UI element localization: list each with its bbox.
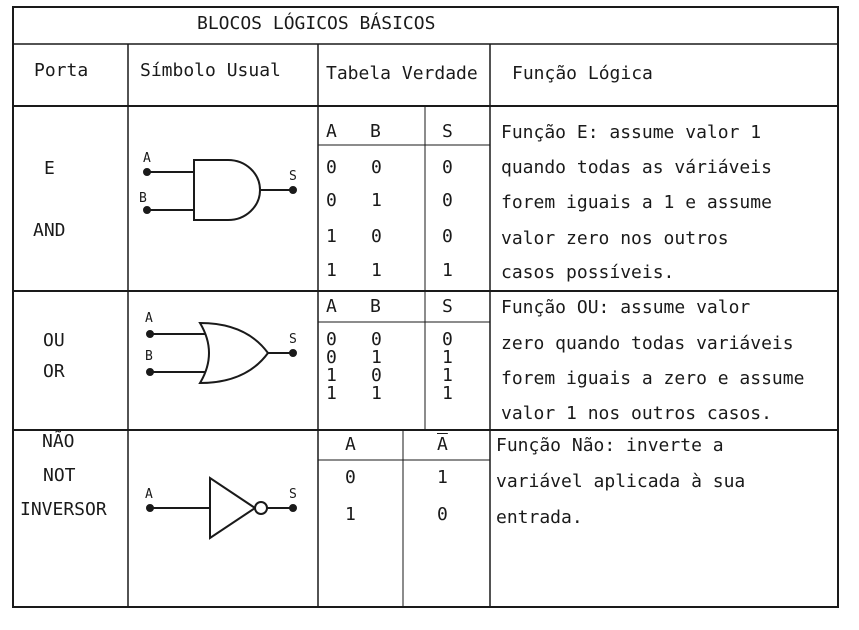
- truth-cell: 1: [371, 347, 382, 368]
- pin-label-a: A: [145, 311, 153, 326]
- pin-label-a: A: [145, 487, 153, 502]
- truth-header-s: S: [442, 121, 453, 142]
- pin-label-s: S: [289, 332, 297, 347]
- header-porta: Porta: [34, 60, 89, 81]
- truth-cell: 0: [442, 226, 453, 247]
- truth-cell: 0: [345, 467, 356, 488]
- pin-label-s: S: [289, 169, 297, 184]
- truth-cell: 0: [371, 365, 382, 386]
- pin-label-b: B: [145, 349, 153, 364]
- truth-header-a: A: [345, 434, 356, 455]
- pin-label-s: S: [289, 487, 297, 502]
- truth-header-b: B: [370, 121, 381, 142]
- pin-label-b: B: [139, 191, 147, 206]
- not-gate-icon: [147, 478, 296, 538]
- truth-cell: 0: [326, 157, 337, 178]
- function-text-or: zero quando todas variáveis: [501, 333, 794, 354]
- truth-cell: 0: [437, 504, 448, 525]
- function-text-or: valor 1 nos outros casos.: [501, 403, 772, 424]
- truth-cell: 0: [371, 226, 382, 247]
- truth-cell: 0: [371, 329, 382, 350]
- porta-not-alt: INVERSOR: [20, 499, 107, 520]
- truth-cell: 0: [371, 157, 382, 178]
- truth-header-a: A: [326, 296, 337, 317]
- truth-cell: 0: [442, 190, 453, 211]
- header-simbolo: Símbolo Usual: [140, 60, 281, 81]
- truth-cell: 1: [371, 260, 382, 281]
- truth-cell: 0: [442, 157, 453, 178]
- function-text-and: quando todas as váriáveis: [501, 157, 772, 178]
- truth-cell: 1: [345, 504, 356, 525]
- truth-cell: 0: [326, 347, 337, 368]
- truth-cell: 1: [442, 383, 453, 404]
- truth-header-s: S: [442, 296, 453, 317]
- truth-cell: 1: [326, 260, 337, 281]
- header-tabela: Tabela Verdade: [326, 63, 478, 84]
- function-text-and: forem iguais a 1 e assume: [501, 192, 772, 213]
- or-gate-icon: [147, 323, 296, 383]
- function-text-not: variável aplicada à sua: [496, 471, 746, 492]
- truth-cell: 0: [326, 190, 337, 211]
- truth-cell: 1: [326, 365, 337, 386]
- truth-cell: 1: [442, 260, 453, 281]
- function-text-or: forem iguais a zero e assume: [501, 368, 805, 389]
- truth-header-a: A: [326, 121, 337, 142]
- truth-header-b: B: [370, 296, 381, 317]
- pin-label-a: A: [143, 151, 151, 166]
- header-funcao: Função Lógica: [512, 63, 653, 84]
- truth-header-a-bar: $\overline{A}$: [437, 434, 448, 455]
- truth-cell: 1: [442, 365, 453, 386]
- and-gate-icon: [144, 160, 296, 220]
- function-text-and: Função E: assume valor 1: [501, 122, 762, 143]
- truth-cell: 1: [371, 190, 382, 211]
- truth-cell: 1: [442, 347, 453, 368]
- truth-cell: 1: [371, 383, 382, 404]
- page-title: BLOCOS LÓGICOS BÁSICOS: [197, 13, 436, 34]
- porta-not-en: NOT: [43, 465, 76, 486]
- function-text-and: casos possíveis.: [501, 262, 675, 283]
- truth-cell: 1: [437, 467, 448, 488]
- function-text-and: valor zero nos outros: [501, 228, 729, 249]
- porta-and-pt: E: [44, 158, 55, 179]
- porta-or-pt: OU: [43, 330, 65, 351]
- function-text-not: entrada.: [496, 507, 583, 528]
- truth-cell: 1: [326, 383, 337, 404]
- truth-cell: 0: [326, 329, 337, 350]
- truth-cell: 1: [326, 226, 337, 247]
- porta-and-en: AND: [33, 220, 66, 241]
- porta-or-en: OR: [43, 361, 65, 382]
- porta-not-pt: NÃO: [42, 431, 75, 452]
- function-text-or: Função OU: assume valor: [501, 297, 751, 318]
- truth-cell: 0: [442, 329, 453, 350]
- function-text-not: Função Não: inverte a: [496, 435, 724, 456]
